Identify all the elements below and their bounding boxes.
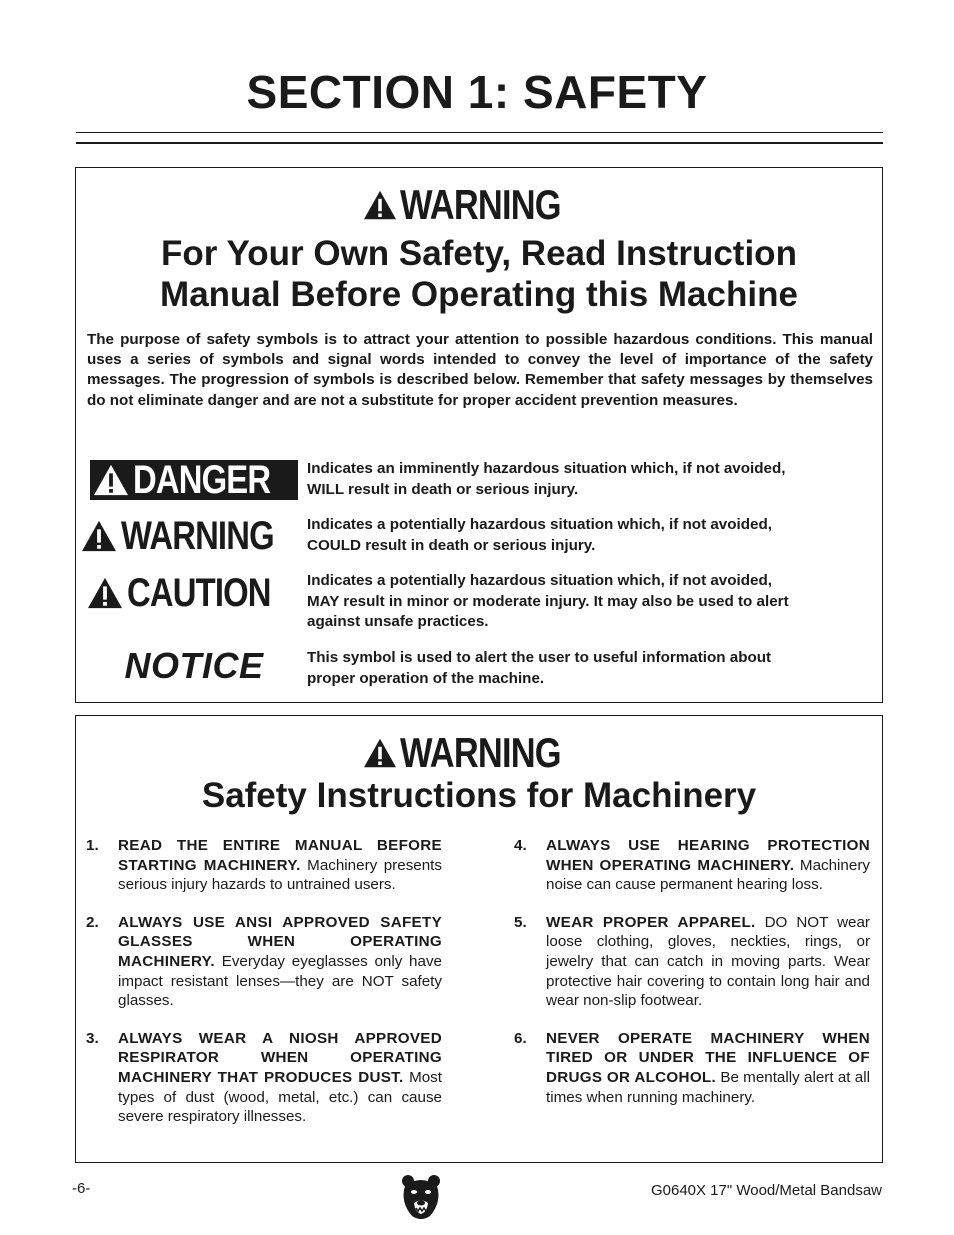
warning-triangle-icon: [362, 189, 398, 221]
item-lead: READ THE ENTIRE MANUAL BEFORE STARTING MACHINERY.: [118, 837, 442, 874]
list-item: [86, 1029, 442, 1127]
warning-header-2: [76, 729, 882, 776]
warning-desc-line2: COULD result in death or serious injury.: [307, 536, 596, 554]
title-rule-thick: [76, 142, 883, 144]
item-number: 4.: [514, 837, 527, 854]
list-item: [514, 913, 870, 1011]
list-item: [514, 836, 870, 895]
warning-header-word: WARNING: [400, 181, 561, 228]
item-body: DO NOT wear loose clothing, gloves, neckties, rings, or jewelry that can catch in moving parts. Wear protective hair covering to contain long hair and wear non-slip footwear.: [546, 913, 870, 1010]
item-lead: WEAR PROPER APPAREL.: [546, 913, 756, 931]
notice-desc-line2: proper operation of the machine.: [307, 669, 545, 687]
instructions-column-left: [86, 836, 442, 1145]
danger-desc-line2: WILL result in death or serious injury.: [307, 480, 579, 498]
item-number: 1.: [86, 837, 99, 854]
footer-model: G0640X 17" Wood/Metal Bandsaw: [650, 1182, 882, 1199]
notice-desc-line1: This symbol is used to alert the user to useful information about: [307, 649, 772, 666]
warning-triangle-icon: [362, 737, 398, 769]
list-item: [86, 913, 442, 1011]
warning-desc-line1: Indicates a potentially hazardous situation which, if not avoided,: [307, 516, 772, 533]
warning-header-word-2: WARNING: [400, 729, 561, 776]
danger-label: [90, 460, 298, 500]
danger-desc-line1: Indicates an imminently hazardous situation which, if not avoided,: [307, 460, 786, 477]
notice-description: [307, 648, 873, 689]
item-lead: ALWAYS USE ANSI APPROVED SAFETY GLASSES WHEN OPERATING MACHINERY.: [118, 913, 442, 970]
box1-title-line2: Manual Before Operating this Machine: [160, 275, 798, 314]
item-body: Be mentally alert at all times when running machinery.: [546, 1068, 870, 1106]
danger-description: [307, 459, 873, 500]
caution-desc-line2: MAY result in minor or moderate injury. It may also be used to alert: [307, 592, 789, 610]
warning-description: [307, 515, 873, 556]
page-number: -6-: [72, 1180, 91, 1197]
list-item: [514, 1029, 870, 1107]
item-body: Machinery noise can cause permanent hearing loss.: [546, 856, 870, 894]
box2-title: Safety Instructions for Machinery: [201, 776, 757, 815]
warning-word: WARNING: [121, 514, 275, 558]
caution-desc-line3: against unsafe practices.: [307, 613, 489, 630]
box1-title: [76, 233, 882, 315]
caution-triangle-icon: [86, 576, 124, 610]
warning-triangle-icon: [80, 519, 118, 553]
instructions-column-right: [514, 836, 870, 1125]
item-body: Machinery presents serious injury hazards to untrained users.: [118, 856, 442, 894]
danger-triangle-icon: [91, 463, 131, 497]
item-lead: ALWAYS USE HEARING PROTECTION WHEN OPERATING MACHINERY.: [546, 837, 870, 874]
item-number: 2.: [86, 913, 99, 931]
item-body: Most types of dust (wood, metal, etc.) can cause severe respiratory illnesses.: [118, 1068, 442, 1126]
caution-desc-line1: Indicates a potentially hazardous situation which, if not avoided,: [307, 572, 772, 589]
grizzly-bear-logo-icon: [400, 1172, 442, 1222]
machinery-safety-box: [75, 715, 883, 1163]
intro-paragraph: The purpose of safety symbols is to attract your attention to possible hazardous conditions. This manual uses a series of symbols and signal words intended to convey the level of importance of the safety messages. The progression of symbols is described below. Remember that safety messages by themselves do not eliminate danger and are not a substitute for proper accident prevention measures.: [87, 331, 873, 409]
caution-word: CAUTION: [126, 571, 271, 615]
item-number: 6.: [514, 1029, 527, 1047]
item-number: 3.: [86, 1029, 99, 1047]
item-lead: ALWAYS WEAR A NIOSH APPROVED RESPIRATOR WHEN OPERATING MACHINERY THAT PRODUCES DUST.: [118, 1029, 442, 1086]
danger-word: DANGER: [133, 458, 271, 502]
box1-title-line1: For Your Own Safety, Read Instruction: [161, 234, 797, 273]
warning-label: [90, 516, 298, 556]
title-rule-thin: [76, 132, 883, 133]
list-item: [86, 836, 442, 895]
item-body: Everyday eyeglasses only have impact resistant lenses—they are NOT safety glasses.: [118, 952, 442, 1010]
safety-symbols-box: [75, 167, 883, 703]
notice-label: NOTICE: [124, 645, 264, 686]
item-lead: NEVER OPERATE MACHINERY WHEN TIRED OR UNDER THE INFLUENCE OF DRUGS OR ALCOHOL.: [546, 1029, 870, 1086]
item-number: 5.: [514, 913, 527, 931]
caution-label: [90, 573, 298, 613]
section-title: SECTION 1: SAFETY: [246, 66, 708, 118]
caution-description: [307, 571, 873, 633]
warning-header: [76, 181, 882, 228]
